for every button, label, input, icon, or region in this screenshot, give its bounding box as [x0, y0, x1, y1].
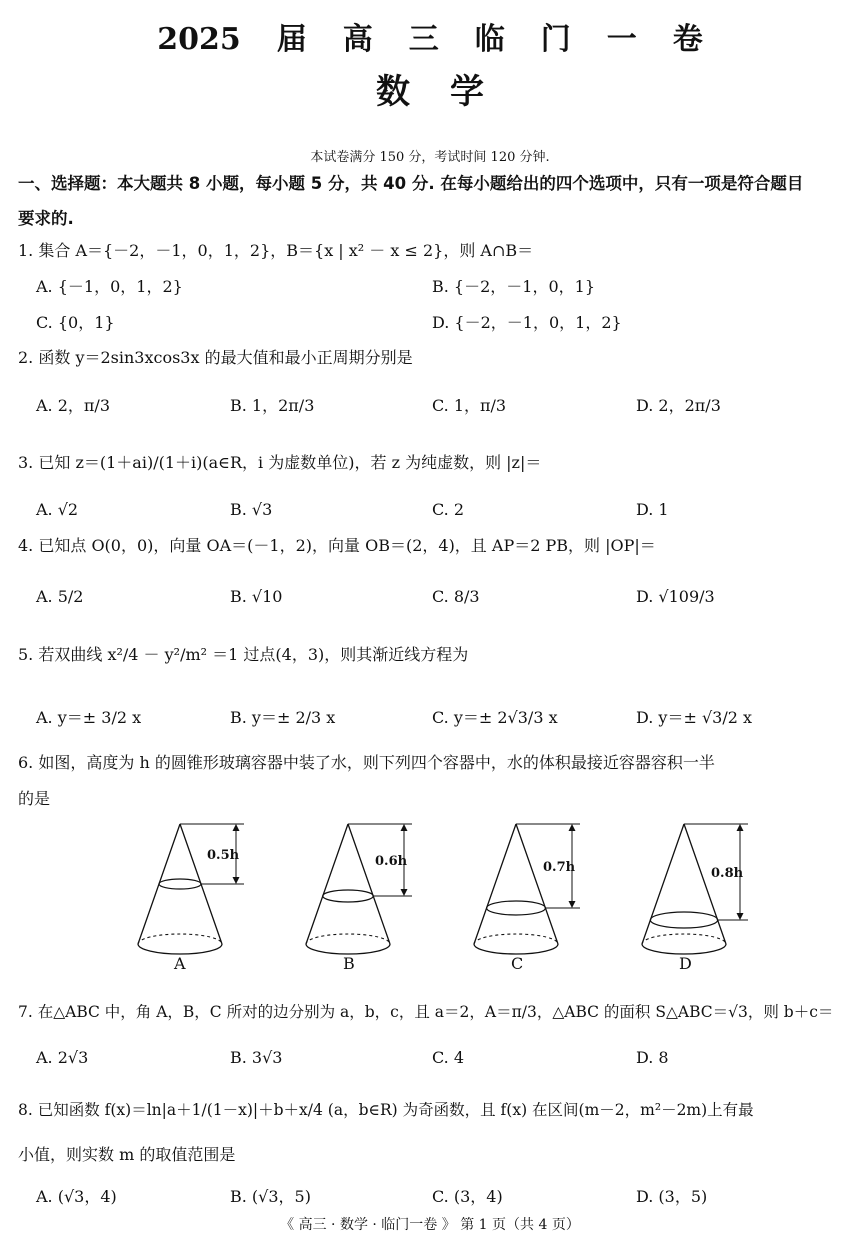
question-7-option-c: C. 4	[432, 1048, 465, 1067]
title-char: 三	[408, 22, 439, 57]
question-7-option-d: D. 8	[636, 1048, 669, 1067]
question-1-option-c: C. {0，1}	[36, 313, 115, 332]
figure-caption-a: A	[174, 954, 186, 973]
cone-base-back	[474, 934, 558, 944]
question-4-option-c: C. 8/3	[432, 587, 480, 606]
cone-side	[516, 824, 558, 944]
question-6-stem-line1: 6. 如图，高度为 h 的圆锥形玻璃容器中装了水，则下列四个容器中，水的体积最接近容器容积一半	[18, 753, 715, 772]
question-6-stem-line2: 的是	[18, 789, 51, 808]
exam-note: 本试卷满分 150 分，考试时间 120 分钟.	[310, 150, 550, 165]
dimension-arrow-up	[737, 824, 744, 831]
page-footer: 《 高三 · 数学 · 临门一卷 》 第 1 页（共 4 页）	[280, 1217, 580, 1233]
question-2-option-a: A. 2，π/3	[36, 396, 110, 415]
cone-figure	[642, 824, 748, 954]
question-7-stem: 7. 在△ABC 中，角 A，B，C 所对的边分别为 a，b，c，且 a＝2，A＝π/3，△ABC 的面积 S△ABC＝√3，则 b＋c＝	[18, 1003, 834, 1021]
subject-title	[0, 64, 860, 113]
question-4-option-d: D. √109/3	[636, 587, 715, 606]
title-char: 临	[474, 22, 505, 57]
question-1-option-d: D. {－2，－1，0，1，2}	[432, 313, 622, 332]
question-5-option-b: B. y＝± 2/3 x	[230, 708, 336, 727]
water-level-ellipse	[487, 901, 546, 915]
question-8-option-d: D. (3，5)	[636, 1187, 708, 1206]
dimension-arrow-up	[401, 824, 408, 831]
dimension-arrow-down	[233, 877, 240, 884]
exam-title	[0, 14, 860, 58]
dimension-arrow-up	[569, 824, 576, 831]
figure-caption-b: B	[343, 954, 355, 973]
question-5-option-a: A. y＝± 3/2 x	[36, 708, 142, 727]
section-heading-line2: 要求的.	[18, 209, 74, 228]
dimension-arrow-down	[569, 901, 576, 908]
question-7-option-a: A. 2√3	[36, 1048, 89, 1067]
dimension-label: 0.8h	[711, 866, 744, 881]
question-8-option-c: C. (3，4)	[432, 1187, 503, 1206]
figure-caption-d: D	[679, 954, 692, 973]
question-4-option-b: B. √10	[230, 587, 283, 606]
water-level-ellipse	[323, 890, 373, 902]
cone-side	[474, 824, 516, 944]
figure-caption-c: C	[511, 954, 524, 973]
question-3-option-c: C. 2	[432, 500, 465, 519]
question-2-option-c: C. 1，π/3	[432, 396, 507, 415]
cone-figure	[138, 824, 244, 954]
question-8-option-b: B. (√3，5)	[230, 1187, 311, 1206]
cone-base-front	[306, 944, 390, 954]
question-2-option-b: B. 1，2π/3	[230, 396, 315, 415]
cone-base-back	[138, 934, 222, 944]
question-3-option-d: D. 1	[636, 500, 669, 519]
cone-figure	[474, 824, 580, 954]
water-level-ellipse	[159, 879, 201, 889]
question-5-stem: 5. 若双曲线 x²/4 － y²/m² ＝1 过点(4，3)，则其渐近线方程为	[18, 645, 469, 664]
question-1-option-b: B. {－2，－1，0，1}	[432, 277, 596, 296]
question-3-option-b: B. √3	[230, 500, 273, 519]
title-char: 届	[276, 22, 307, 57]
cone-side	[348, 824, 390, 944]
dimension-label: 0.6h	[375, 854, 408, 869]
dimension-label: 0.7h	[543, 860, 576, 875]
dimension-label: 0.5h	[207, 848, 240, 863]
question-4-option-a: A. 5/2	[36, 587, 84, 606]
water-level-ellipse	[650, 912, 717, 928]
title-char: 一	[606, 22, 637, 57]
cone-side	[306, 824, 348, 944]
question-1-option-a: A. {－1，0，1，2}	[36, 277, 183, 296]
cone-figure	[306, 824, 412, 954]
question-1-stem: 1. 集合 A＝{－2，－1，0，1，2}，B＝{x | x² － x ≤ 2}，则 A∩B＝	[18, 241, 534, 260]
subject-char: 数	[376, 72, 410, 112]
cone-base-front	[138, 944, 222, 954]
subject-char: 学	[450, 72, 484, 112]
section-heading-line1: 一、选择题：本大题共 8 小题，每小题 5 分，共 40 分. 在每小题给出的四个选项中，只有一项是符合题目	[18, 174, 804, 193]
cone-base-front	[474, 944, 558, 954]
dimension-arrow-up	[233, 824, 240, 831]
question-7-option-b: B. 3√3	[230, 1048, 283, 1067]
dimension-arrow-down	[401, 889, 408, 896]
question-3-stem: 3. 已知 z＝(1＋ai)/(1＋i)(a∈R，i 为虚数单位)，若 z 为纯虚数，则 |z|＝	[18, 453, 542, 472]
question-5-option-c: C. y＝± 2√3/3 x	[432, 708, 558, 727]
question-2-stem: 2. 函数 y＝2sin3xcos3x 的最大值和最小正周期分别是	[18, 348, 413, 367]
question-4-stem: 4. 已知点 O(0，0)，向量 OA＝(－1，2)，向量 OB＝(2，4)，且 AP＝2 PB，则 |OP|＝	[18, 536, 656, 555]
question-3-option-a: A. √2	[36, 500, 79, 519]
cone-base-back	[642, 934, 726, 944]
title-char: 2025	[157, 22, 241, 57]
cone-base-front	[642, 944, 726, 954]
title-char: 卷	[672, 22, 703, 57]
cone-figures	[120, 812, 760, 982]
question-5-option-d: D. y＝± √3/2 x	[636, 708, 753, 727]
question-8-stem-line2: 小值，则实数 m 的取值范围是	[18, 1145, 236, 1164]
title-char: 门	[540, 22, 571, 57]
dimension-arrow-down	[737, 913, 744, 920]
cone-base-back	[306, 934, 390, 944]
question-2-option-d: D. 2，2π/3	[636, 396, 721, 415]
question-8-stem-line1: 8. 已知函数 f(x)＝ln|a＋1/(1－x)|＋b＋x/4 (a，b∈R) 为奇函数，且 f(x) 在区间(m－2，m²－2m)上有最	[18, 1101, 754, 1119]
question-8-option-a: A. (√3，4)	[36, 1187, 117, 1206]
title-char: 高	[342, 22, 373, 57]
